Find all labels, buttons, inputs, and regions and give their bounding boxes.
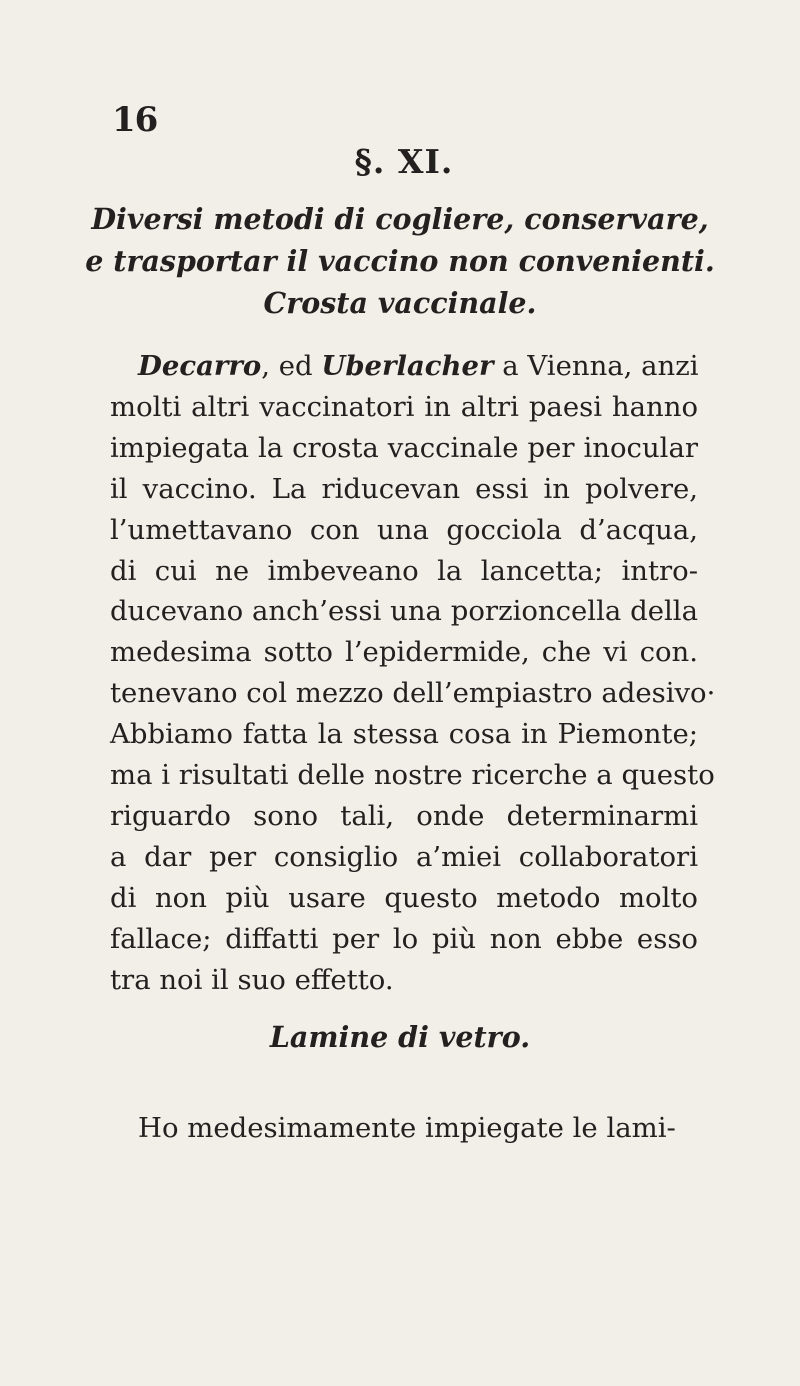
text-line: impiegata la crosta vaccinale per inocular	[110, 431, 698, 464]
text-line: a dar per consiglio a’miei collaboratori	[110, 840, 698, 873]
title-line: Crosta vaccinale.	[263, 286, 537, 320]
text-line: il vaccino. La riducevan essi in polvere,	[110, 472, 698, 505]
paragraph-lamine	[110, 1108, 698, 1149]
title-line: e trasportar il vaccino non convenienti.	[85, 244, 715, 278]
text-line: Ho medesimamente impiegate le lami-	[138, 1112, 676, 1144]
text-fragment: , ed	[261, 350, 322, 382]
text-line: di cui ne imbeveano la lancetta; intro-	[110, 554, 698, 587]
text-line: molti altri vaccinatori in altri paesi hanno	[110, 390, 698, 423]
text-line: tra noi il suo effetto.	[110, 963, 394, 996]
person-name-decarro: Decarro	[138, 350, 262, 382]
subheading-lamine-di-vetro: Lamine di vetro.	[269, 1020, 531, 1054]
section-number: §. XI.	[354, 142, 454, 181]
text-line: di non più usare questo metodo molto	[110, 881, 698, 914]
paragraph-crosta-vaccinale	[110, 346, 716, 1001]
text-line: fallace; diffatti per lo più non ebbe esso	[110, 922, 698, 955]
section-title	[80, 198, 720, 324]
text-line: tenevano col mezzo dell’empiastro adesivo·	[110, 677, 716, 710]
text-line: ma i risultati delle nostre ricerche a questo	[110, 759, 715, 792]
text-line: medesima sotto l’epidermide, che vi con.	[110, 636, 698, 669]
text-line	[110, 346, 698, 387]
title-line: Diversi metodi di cogliere, conservare,	[91, 202, 709, 236]
text-fragment: a Vienna, anzi	[493, 350, 699, 382]
person-name-uberlacher: Uberlacher	[321, 350, 494, 382]
text-line: l’umettavano con una gocciola d’acqua,	[110, 513, 698, 546]
text-line: ducevano anch’essi una porzioncella della	[110, 595, 698, 628]
text-line: Abbiamo fatta la stessa cosa in Piemonte;	[110, 718, 698, 751]
page-number: 16	[112, 100, 158, 140]
text-line: riguardo sono tali, onde determinarmi	[110, 799, 698, 832]
